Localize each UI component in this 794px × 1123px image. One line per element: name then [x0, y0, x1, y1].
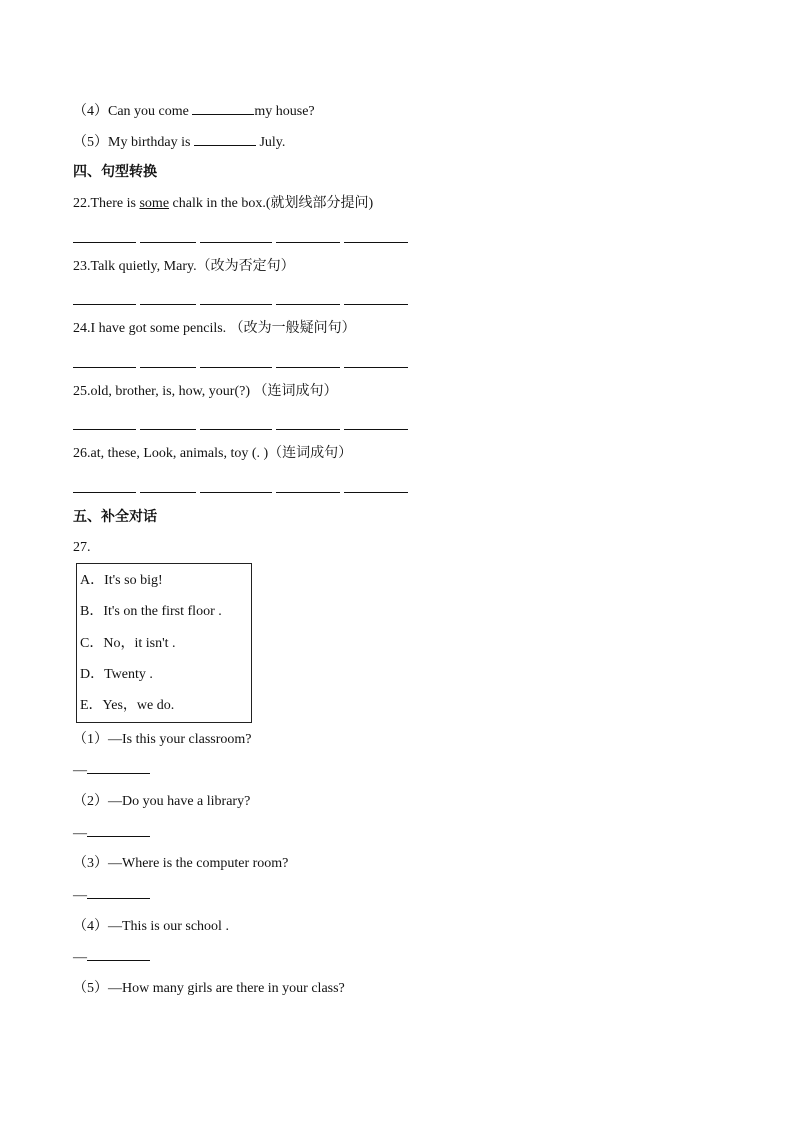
dialogue-question-2: （2）—Do you have a library? [73, 794, 251, 809]
answer-blank[interactable] [140, 304, 196, 305]
question-22-underlined: some [139, 196, 170, 211]
option-a: A．It's so big! [80, 573, 163, 588]
options-box [76, 563, 252, 723]
answer-blank[interactable] [200, 429, 272, 430]
question-25: 25.old, brother, is, how, your(?) （连词成句） [73, 384, 338, 399]
answer-blank[interactable] [73, 367, 136, 368]
answer-dash: — [73, 888, 87, 903]
question-4-suffix: my house? [254, 104, 315, 119]
answer-blank[interactable] [344, 242, 408, 243]
question-22-text-before: 22.There is [73, 196, 140, 211]
answer-blank[interactable] [73, 242, 136, 243]
question-26: 26.at, these, Look, animals, toy (. )（连词成句） [73, 446, 353, 461]
answer-dash: — [73, 826, 87, 841]
dialogue-question-5: （5）—How many girls are there in your class? [73, 981, 345, 996]
dialogue-question-1: （1）—Is this your classroom? [73, 732, 252, 747]
option-d: D．Twenty . [80, 667, 153, 682]
dialogue-question-3: （3）—Where is the computer room? [73, 856, 289, 871]
answer-blank[interactable] [73, 304, 136, 305]
answer-blank[interactable] [194, 133, 256, 146]
answer-blank[interactable] [87, 824, 150, 837]
dialogue-question-4: （4）—This is our school . [73, 919, 229, 934]
answer-blank[interactable] [200, 367, 272, 368]
answer-blank[interactable] [73, 492, 136, 493]
answer-blank[interactable] [276, 492, 340, 493]
answer-blank[interactable] [276, 242, 340, 243]
answer-blank[interactable] [140, 367, 196, 368]
answer-blank[interactable] [344, 492, 408, 493]
answer-blank[interactable] [140, 429, 196, 430]
answer-blank[interactable] [200, 304, 272, 305]
question-24: 24.I have got some pencils. （改为一般疑问句） [73, 321, 356, 336]
question-4-prefix: （4）Can you come [73, 104, 193, 119]
answer-blank[interactable] [276, 304, 340, 305]
section-4-title: 四、句型转换 [73, 164, 157, 180]
question-22-text-after: chalk in the box.(就划线部分提问) [169, 196, 374, 211]
question-4-line [73, 102, 315, 121]
answer-blank[interactable] [87, 948, 150, 961]
answer-blank[interactable] [344, 429, 408, 430]
answer-blank[interactable] [140, 492, 196, 493]
question-22 [73, 195, 373, 213]
answer-blank[interactable] [140, 242, 196, 243]
answer-blank[interactable] [192, 102, 254, 115]
answer-blank[interactable] [87, 886, 150, 899]
answer-blank[interactable] [276, 429, 340, 430]
dialogue-answer-3 [73, 886, 150, 905]
answer-blank[interactable] [73, 429, 136, 430]
dialogue-answer-4 [73, 948, 150, 967]
answer-blank[interactable] [87, 761, 150, 774]
answer-blank[interactable] [276, 367, 340, 368]
section-5-title: 五、补全对话 [73, 509, 157, 525]
question-23: 23.Talk quietly, Mary.（改为否定句） [73, 259, 295, 274]
answer-dash: — [73, 950, 87, 965]
question-5-suffix: July. [255, 135, 286, 150]
answer-blank[interactable] [200, 242, 272, 243]
dialogue-answer-1 [73, 761, 150, 780]
question-5-line [73, 133, 285, 152]
answer-blank[interactable] [200, 492, 272, 493]
question-27-label: 27. [73, 540, 91, 555]
question-5-prefix: （5）My birthday is [73, 135, 194, 150]
option-b: B．It's on the first floor . [80, 604, 222, 619]
answer-blank[interactable] [344, 367, 408, 368]
option-c: C．No，it isn't . [80, 636, 176, 651]
option-e: E．Yes，we do. [80, 698, 175, 713]
answer-dash: — [73, 763, 87, 778]
answer-blank[interactable] [344, 304, 408, 305]
dialogue-answer-2 [73, 824, 150, 843]
